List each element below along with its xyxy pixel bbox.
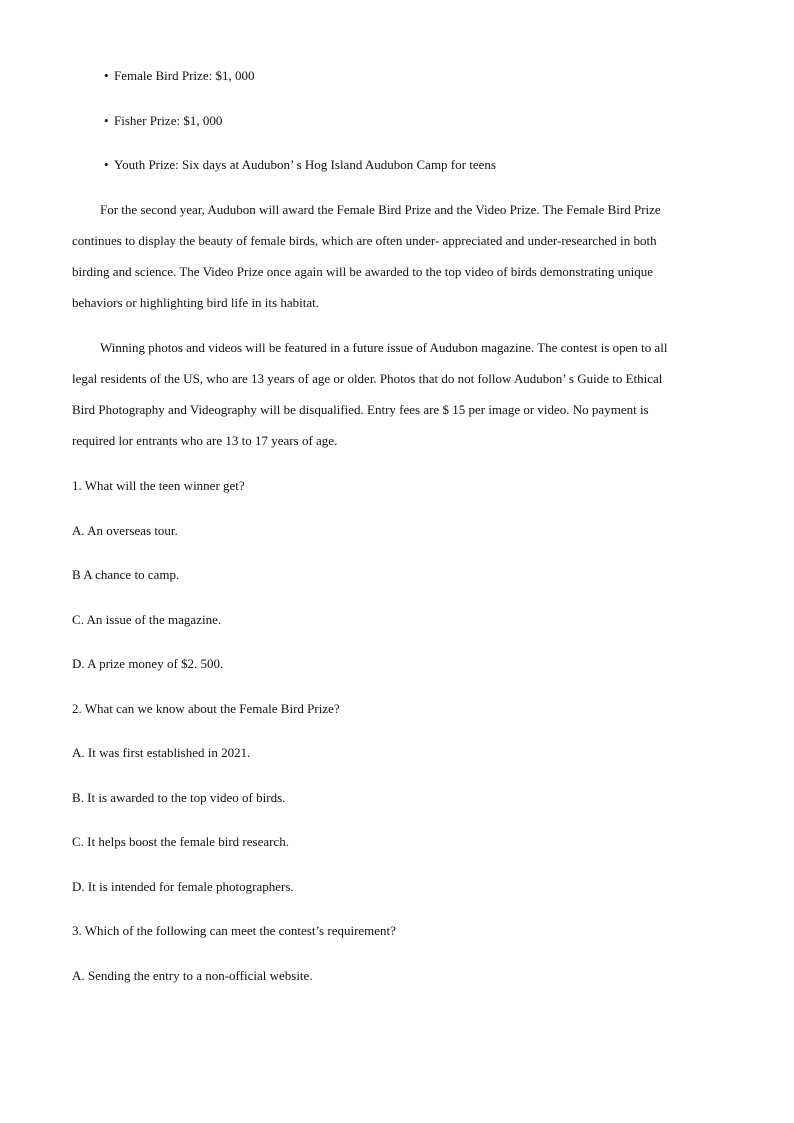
paragraph1-line-4: behaviors or highlighting bird life in its habitat.: [72, 295, 319, 310]
q2-option-b: B. It is awarded to the top video of birds.: [72, 790, 286, 805]
paragraph2-line-1: Winning photos and videos will be featured in a future issue of Audubon magazine. The contest is open to all: [100, 340, 668, 355]
q2-option-c: C. It helps boost the female bird research.: [72, 834, 289, 849]
prize-text: Youth Prize: Six days at Audubon’ s Hog Island Audubon Camp for teens: [114, 157, 496, 172]
q1-option-c: C. An issue of the magazine.: [72, 612, 222, 627]
prize-item-female-bird: [104, 68, 254, 84]
q3-option-a: A. Sending the entry to a non-official website.: [72, 968, 313, 983]
bullet-icon: •: [104, 157, 109, 172]
paragraph1-line-2: continues to display the beauty of female birds, which are often under- appreciated and under-researched in both: [72, 233, 657, 248]
question-3: 3. Which of the following can meet the contest’s requirement?: [72, 923, 396, 938]
paragraph2-line-4: required lor entrants who are 13 to 17 years of age.: [72, 433, 338, 448]
question-2: 2. What can we know about the Female Bird Prize?: [72, 701, 340, 716]
paragraph2-line-3: Bird Photography and Videography will be disqualified. Entry fees are $ 15 per image or video. No payment is: [72, 402, 649, 417]
prize-item-fisher: [104, 113, 222, 129]
paragraph2-line-2: legal residents of the US, who are 13 years of age or older. Photos that do not follow Audubon’ s Guide to Ethical: [72, 371, 663, 386]
q1-option-d: D. A prize money of $2. 500.: [72, 656, 224, 671]
q1-option-b: B A chance to camp.: [72, 567, 180, 582]
paragraph1-line-3: birding and science. The Video Prize once again will be awarded to the top video of birds demonstrating unique: [72, 264, 654, 279]
q2-option-d: D. It is intended for female photographers.: [72, 879, 294, 894]
prize-item-youth: [104, 157, 496, 173]
paragraph1-line-1: For the second year, Audubon will award the Female Bird Prize and the Video Prize. The Female Bird Prize: [100, 202, 661, 217]
q2-option-a: A. It was first established in 2021.: [72, 745, 251, 760]
bullet-icon: •: [104, 113, 109, 128]
q1-option-a: A. An overseas tour.: [72, 523, 178, 538]
question-1: 1. What will the teen winner get?: [72, 478, 245, 493]
prize-text: Female Bird Prize: $1, 000: [114, 68, 255, 83]
bullet-icon: •: [104, 68, 109, 83]
prize-text: Fisher Prize: $1, 000: [114, 113, 223, 128]
